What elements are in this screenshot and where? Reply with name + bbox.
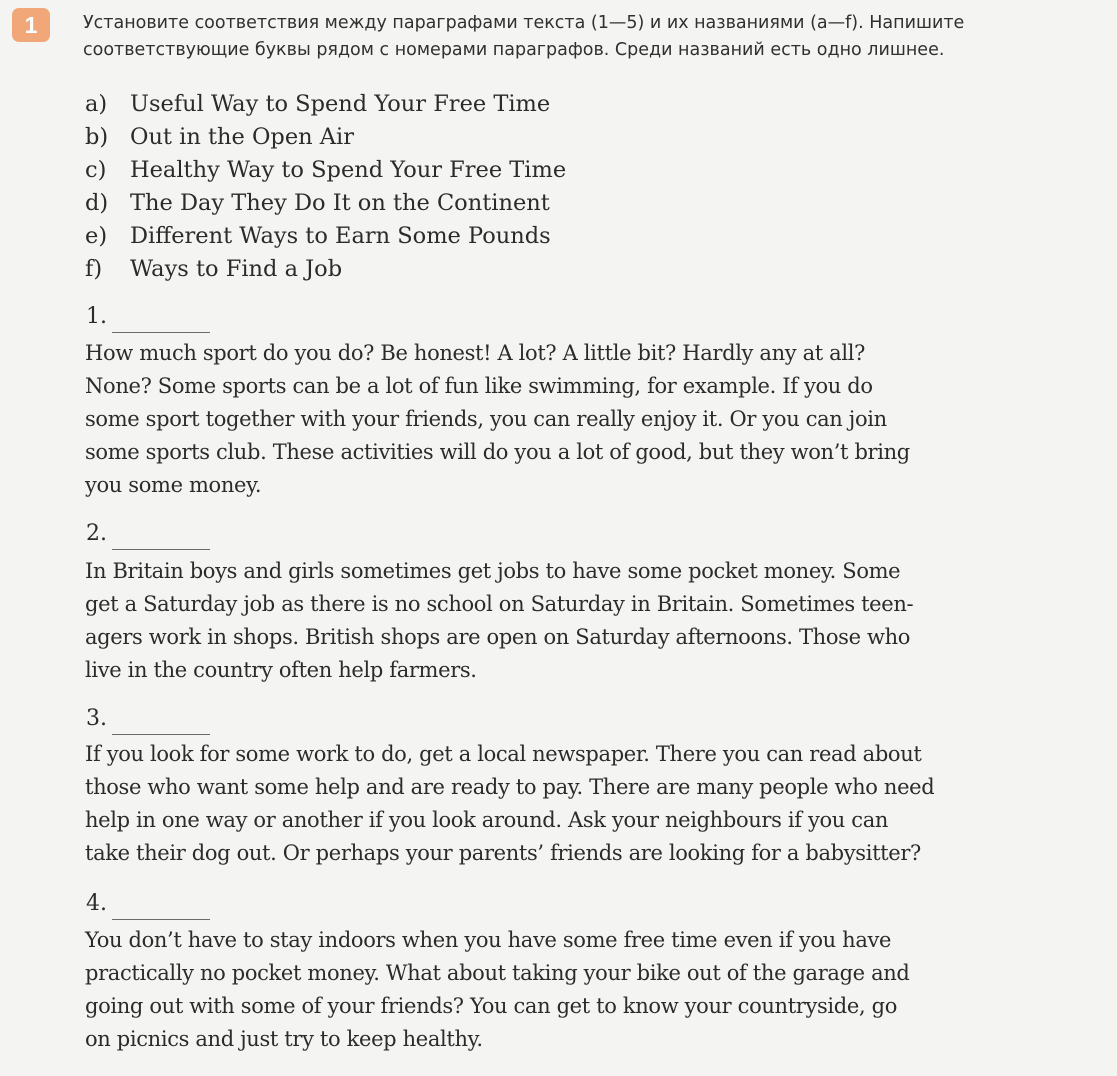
paragraph-line: get a Saturday job as there is no school on Saturday in Britain. Sometimes teen- (85, 592, 914, 616)
option-letter: c) (85, 157, 107, 183)
paragraph-line: some sports club. These activities will do you a lot of good, but they won’t bring (85, 440, 910, 464)
paragraph-line: help in one way or another if you look around. Ask your neighbours if you can (85, 808, 889, 832)
option-letter: e) (85, 223, 108, 249)
paragraph-number: 4. (86, 891, 107, 916)
option-e (85, 220, 566, 253)
option-a (85, 88, 566, 121)
option-title: Useful Way to Spend Your Free Time (130, 91, 551, 117)
option-letter: d) (85, 190, 109, 216)
paragraph-line: some sport together with your friends, you can really enjoy it. Or you can join (85, 407, 887, 431)
paragraph-2-text (85, 555, 1115, 687)
paragraph-line: you some money. (85, 473, 262, 497)
paragraph-line: None? Some sports can be a lot of fun like swimming, for example. If you do (85, 374, 873, 398)
paragraph-1-label (86, 302, 210, 333)
paragraph-number: 2. (86, 521, 107, 546)
heading-options-list (85, 88, 566, 286)
option-letter: f) (85, 256, 103, 282)
option-title: The Day They Do It on the Continent (130, 190, 550, 216)
paragraph-line: How much sport do you do? Be honest! A lot? A little bit? Hardly any at all? (85, 341, 865, 365)
paragraph-4-text (85, 924, 1115, 1056)
instruction-line: соответствующие буквы рядом с номерами параграфов. Среди названий есть одно лишнее. (83, 40, 945, 60)
paragraph-line: take their dog out. Or perhaps your parents’ friends are looking for a babysitter? (85, 841, 921, 865)
paragraph-line: You don’t have to stay indoors when you have some free time even if you have (85, 928, 892, 952)
paragraph-line: on picnics and just try to keep healthy. (85, 1027, 483, 1051)
paragraph-2-label (86, 519, 210, 550)
answer-blank[interactable] (112, 548, 210, 550)
paragraph-line: If you look for some work to do, get a local newspaper. There you can read about (85, 742, 922, 766)
paragraph-number: 3. (86, 706, 107, 731)
option-title: Healthy Way to Spend Your Free Time (130, 157, 567, 183)
option-f (85, 253, 566, 286)
paragraph-line: going out with some of your friends? You can get to know your countryside, go (85, 994, 898, 1018)
instruction-line: Установите соответствия между параграфами текста (1—5) и их названиями (a—f). Напишите (83, 13, 965, 33)
paragraph-number: 1. (86, 304, 107, 329)
paragraph-3-label (86, 704, 210, 735)
paragraph-line: those who want some help and are ready to pay. There are many people who need (85, 775, 935, 799)
paragraph-line: live in the country often help farmers. (85, 658, 477, 682)
option-letter: a) (85, 91, 108, 117)
option-title: Ways to Find a Job (130, 256, 343, 282)
paragraph-3-text (85, 738, 1115, 870)
paragraph-1-text (85, 337, 1115, 502)
paragraph-line: In Britain boys and girls sometimes get jobs to have some pocket money. Some (85, 559, 901, 583)
option-c (85, 154, 566, 187)
answer-blank[interactable] (112, 918, 210, 920)
task-number-badge: 1 (12, 8, 50, 42)
paragraph-4-label (86, 889, 210, 920)
paragraph-line: agers work in shops. British shops are open on Saturday afternoons. Those who (85, 625, 911, 649)
paragraph-line: practically no pocket money. What about taking your bike out of the garage and (85, 961, 910, 985)
task-instruction (83, 10, 1113, 64)
option-b (85, 121, 566, 154)
answer-blank[interactable] (112, 331, 210, 333)
option-d (85, 187, 566, 220)
answer-blank[interactable] (112, 733, 210, 735)
option-title: Different Ways to Earn Some Pounds (130, 223, 551, 249)
option-letter: b) (85, 124, 109, 150)
option-title: Out in the Open Air (130, 124, 354, 150)
